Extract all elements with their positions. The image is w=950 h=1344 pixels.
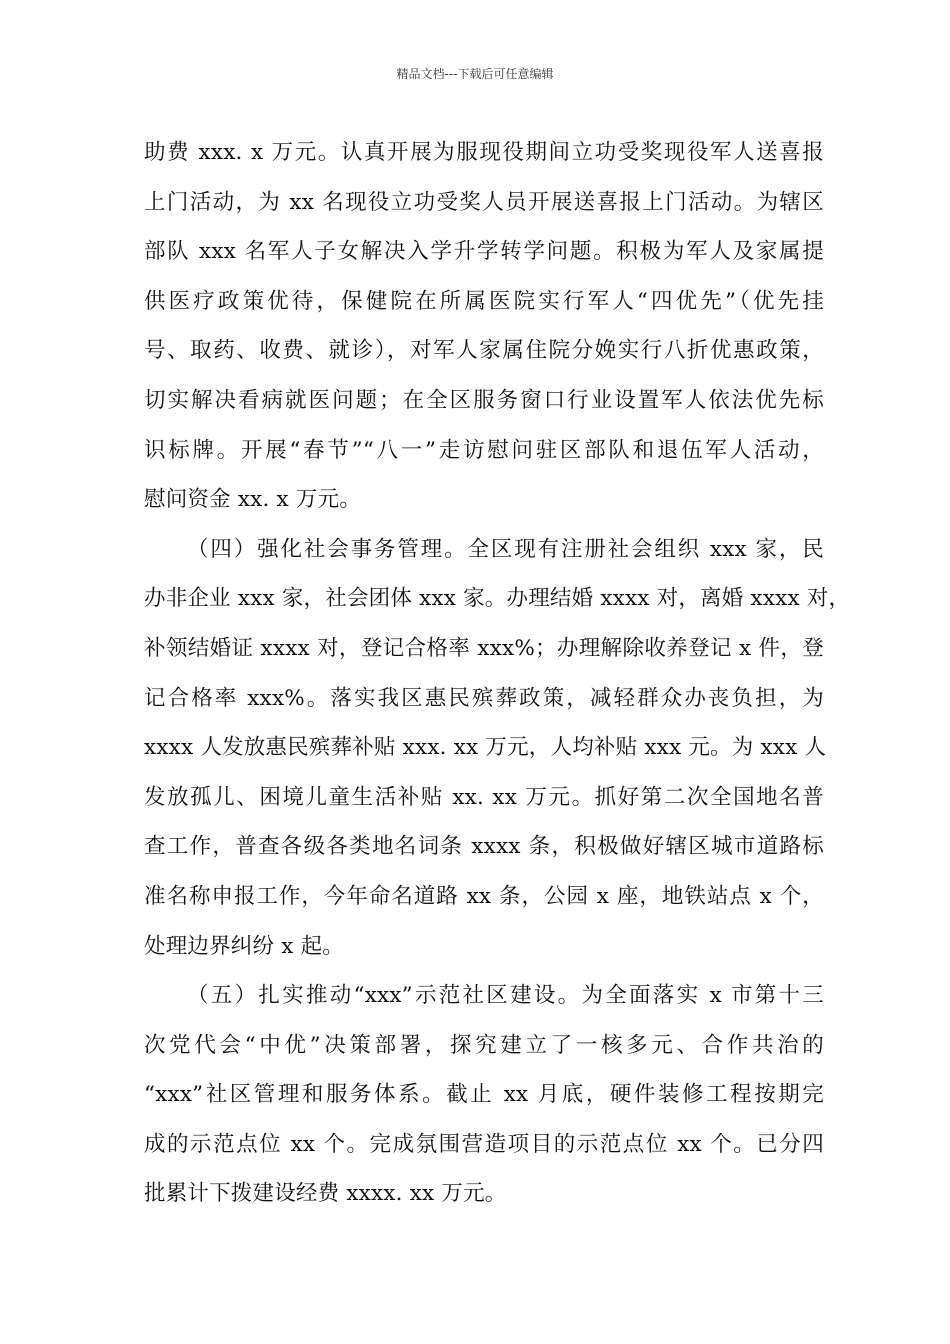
paragraph-social-affairs (144, 525, 851, 971)
text-line: 部队 xxx 名军人子女解决入学升学转学问题。积极为军人及家属提 (144, 239, 824, 265)
document-body (144, 128, 851, 1219)
text-line: “xxx”社区管理和服务体系。截止 xx 月底，硬件装修工程按期完 (144, 1082, 824, 1108)
text-line: xxxx 人发放惠民殡葬补贴 xxx. xx 万元，人均补贴 xxx 元。为 xxx 人 (144, 735, 827, 761)
text-line: 记合格率 xxx%。落实我区惠民殡葬政策，减轻群众办丧负担，为 (144, 685, 824, 711)
text-line: 次党代会“中优”决策部署，探究建立了一核多元、合作共治的 (144, 1032, 824, 1058)
text-line: 上门活动，为 xx 名现役立功受奖人员开展送喜报上门活动。为辖区 (144, 189, 824, 215)
text-line: 助费 xxx. x 万元。认真开展为服现役期间立功受奖现役军人送喜报 (144, 140, 824, 165)
page-header: 精品文档---下载后可任意编辑 (396, 67, 554, 81)
text-line: 识标牌。开展“春节”“八一”走访慰问驻区部队和退伍军人活动， (144, 437, 824, 463)
text-line: （四）强化社会事务管理。全区现有注册社会组织 xxx 家，民 (187, 536, 824, 562)
paragraph-military-support (144, 128, 824, 525)
text-line: 慰问资金 xx. x 万元。 (144, 487, 362, 513)
text-line: 准名称申报工作，今年命名道路 xx 条，公园 x 座，地铁站点 x 个， (144, 883, 824, 909)
text-line: 查工作，普查各级各类地名词条 xxxx 条，积极做好辖区城市道路标 (144, 834, 824, 860)
text-line: （五）扎实推动“xxx”示范社区建设。为全面落实 x 市第十三 (187, 983, 824, 1009)
text-line: 供医疗政策优待，保健院在所属医院实行军人“四优先”（优先挂 (144, 288, 824, 314)
text-line: 补领结婚证 xxxx 对，登记合格率 xxx%；办理解除收养登记 x 件，登 (144, 635, 824, 661)
text-line: 切实解决看病就医问题；在全区服务窗口行业设置军人依法优先标 (144, 387, 824, 413)
text-line: 成的示范点位 xx 个。完成氛围营造项目的示范点位 xx 个。已分四 (144, 1131, 824, 1157)
paragraph-model-community (144, 971, 824, 1219)
text-line: 发放孤儿、困境儿童生活补贴 xx. xx 万元。抓好第二次全国地名普 (144, 784, 824, 810)
text-line: 号、取药、收费、就诊），对军人家属住院分娩实行八折优惠政策， (144, 338, 824, 364)
text-line: 办非企业 xxx 家，社会团体 xxx 家。办理结婚 xxxx 对，离婚 xxxx 对， (144, 586, 851, 612)
text-line: 批累计下拨建设经费 xxxx. xx 万元。 (144, 1181, 507, 1207)
text-line: 处理边界纠纷 x 起。 (144, 933, 344, 959)
